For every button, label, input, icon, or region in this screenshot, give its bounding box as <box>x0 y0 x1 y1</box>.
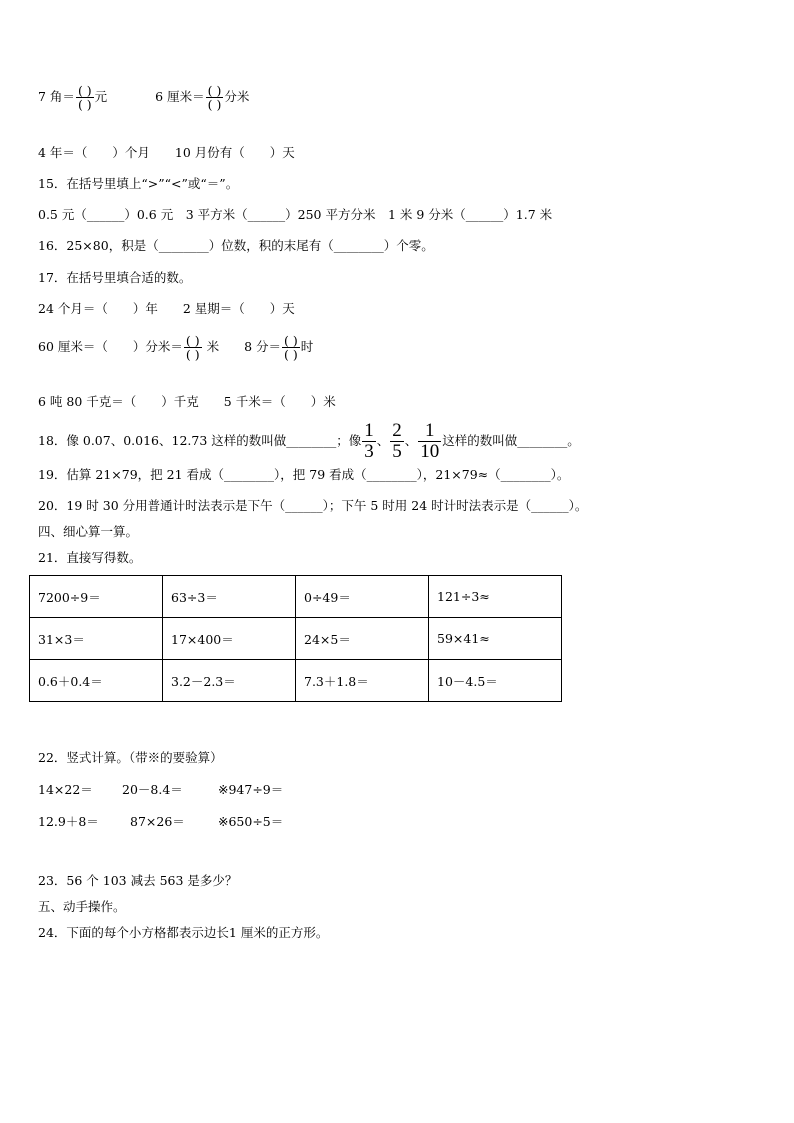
text: 时 <box>300 339 314 355</box>
denominator: ( ) <box>207 97 222 113</box>
table-row <box>30 576 562 618</box>
expression: 20－8.4＝ <box>122 782 183 797</box>
denominator: 10 <box>420 440 440 462</box>
question-22-row-1 <box>38 784 283 797</box>
table-cell: 24×5＝ <box>296 618 429 660</box>
separator: 、 <box>376 432 390 448</box>
text: 60 厘米＝（ ）分米＝ <box>38 339 183 355</box>
text: 18．像 0.07、0.016、12.73 这样的数叫做________；像 <box>38 432 362 448</box>
fraction <box>418 421 441 462</box>
table-cell: 0÷49＝ <box>296 576 429 618</box>
question-21-title: 21．直接写得数。 <box>38 550 142 565</box>
denominator: 3 <box>364 440 374 462</box>
question-15-body: 0.5 元（______）0.6 元 3 平方米（______）250 平方分米 1 米 9 分米（______）1.7 米 <box>38 207 553 222</box>
table-cell: 63÷3＝ <box>163 576 296 618</box>
table-row <box>30 618 562 660</box>
section-4-heading: 四、细心算一算。 <box>38 524 139 539</box>
numerator: 1 <box>364 420 374 441</box>
numerator: ( ) <box>284 333 298 348</box>
table-cell: 10－4.5＝ <box>429 660 562 702</box>
question-24: 24．下面的每个小方格都表示边长1 厘米的正方形。 <box>38 925 329 940</box>
question-18 <box>38 421 580 462</box>
unit-conversion-line-2: 4 年＝（ ）个月 10 月份有（ ）天 <box>38 145 295 160</box>
question-23: 23．56 个 103 减去 563 是多少？ <box>38 873 238 888</box>
table-cell: 121÷3≈ <box>429 576 562 618</box>
table-cell: 3.2－2.3＝ <box>163 660 296 702</box>
expression: 12.9＋8＝ <box>38 814 99 829</box>
numerator: 2 <box>392 420 402 441</box>
text: 7 角＝ <box>38 89 75 105</box>
table-cell: 31×3＝ <box>30 618 163 660</box>
fraction <box>362 421 376 462</box>
expression: 14×22＝ <box>38 782 93 797</box>
text: 分米 <box>224 89 250 105</box>
expression: ※650÷5＝ <box>218 814 284 829</box>
fraction <box>390 421 404 462</box>
question-17-row-2 <box>38 334 313 361</box>
question-17-row-3: 6 吨 80 千克＝（ ）千克 5 千米＝（ ）米 <box>38 394 336 409</box>
denominator: ( ) <box>185 347 200 363</box>
expression: ※947÷9＝ <box>218 782 284 797</box>
question-22-row-2 <box>38 816 283 829</box>
table-row <box>30 660 562 702</box>
fraction-blank <box>184 334 202 361</box>
section-5-heading: 五、动手操作。 <box>38 899 126 914</box>
question-22-title: 22．竖式计算。（带※的要验算） <box>38 750 223 765</box>
question-16: 16．25×80，积是（________）位数，积的末尾有（________）个零。 <box>38 238 434 253</box>
table-cell: 7.3＋1.8＝ <box>296 660 429 702</box>
table-cell: 0.6＋0.4＝ <box>30 660 163 702</box>
mental-math-table <box>29 575 562 702</box>
question-17-row-1: 24 个月＝（ ）年 2 星期＝（ ）天 <box>38 301 295 316</box>
fraction-blank <box>282 334 300 361</box>
text: 米 8 分＝ <box>206 339 282 355</box>
denominator: ( ) <box>284 347 298 363</box>
text: 这样的数叫做________。 <box>442 432 580 448</box>
table-cell: 17×400＝ <box>163 618 296 660</box>
unit-conversion-line-1 <box>38 84 249 111</box>
numerator: ( ) <box>207 83 222 98</box>
denominator: ( ) <box>77 97 92 113</box>
separator: 、 <box>404 432 418 448</box>
question-17-title: 17．在括号里填合适的数。 <box>38 270 192 285</box>
question-15-title: 15．在括号里填上“>”“<”或“＝”。 <box>38 176 239 191</box>
table-cell: 59×41≈ <box>429 618 562 660</box>
fraction-blank <box>76 84 94 111</box>
text: 元 <box>94 89 108 105</box>
table-cell: 7200÷9＝ <box>30 576 163 618</box>
numerator: ( ) <box>77 83 92 98</box>
fraction-blank <box>206 84 224 111</box>
text: 6 厘米＝ <box>155 89 205 105</box>
denominator: 5 <box>392 440 402 462</box>
numerator: 1 <box>418 421 441 442</box>
question-19: 19．估算 21×79，把 21 看成（________），把 79 看成（________），21×79≈（________）。 <box>38 467 570 482</box>
expression: 87×26＝ <box>130 814 185 829</box>
question-20: 20．19 时 30 分用普通计时法表示是下午（______）；下午 5 时用 24 时计时法表示是（______）。 <box>38 498 588 513</box>
numerator: ( ) <box>185 333 200 348</box>
